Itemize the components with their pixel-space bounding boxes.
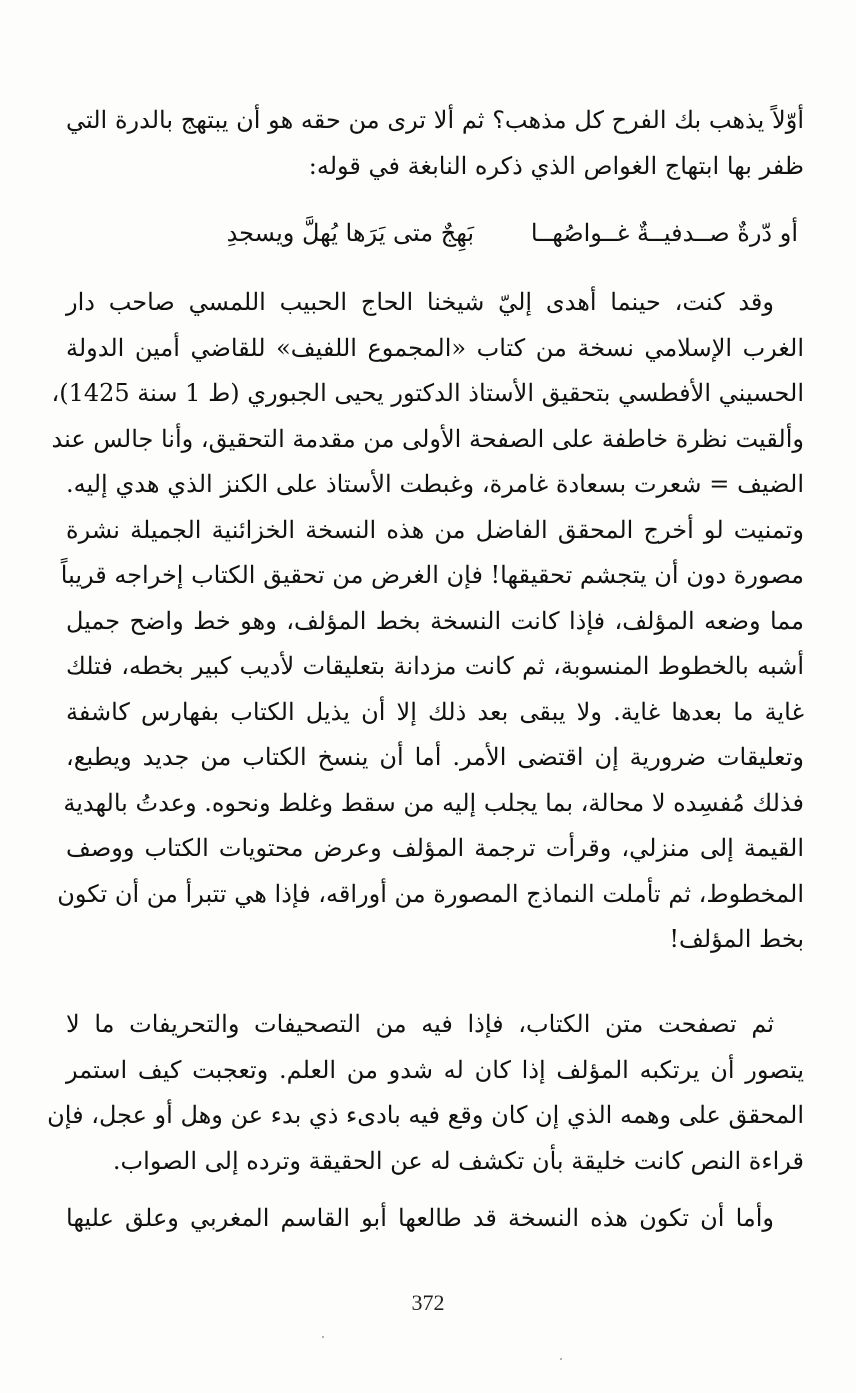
text-line: مصورة دون أن يتجشم تحقيقها! فإن الغرض من تحقيق الكتاب إخراجه قريباً xyxy=(60,561,804,589)
paragraph-intro xyxy=(66,98,804,189)
verse-second-hemistich: بَهِجٌ متى يَرَها يُهلَّ ويسجدِ xyxy=(226,219,474,247)
paragraph-three xyxy=(47,1002,804,1184)
text-line: بخط المؤلف! xyxy=(669,925,804,953)
text-line: ثم تصفحت متن الكتاب، فإذا فيه من التصحيفات والتحريفات ما لا xyxy=(66,1010,774,1038)
paragraph-two xyxy=(51,280,805,963)
text-line: وألقيت نظرة خاطفة على الصفحة الأولى من مقدمة التحقيق، وأنا جالس عند xyxy=(51,424,804,453)
text-line: يتصور أن يرتكبه المؤلف إذا كان له شدو من العلم. وتعجبت كيف استمر xyxy=(66,1055,804,1084)
text-line: غاية ما بعدها غاية. ولا يبقى بعد ذلك إلا أن يذيل الكتاب بفهارس كاشفة xyxy=(66,697,804,726)
text-line: المخطوط، ثم تأملت النماذج المصورة من أوراقه، فإذا هي تتبرأ من أن تكون xyxy=(57,879,804,908)
scan-speck xyxy=(322,1336,324,1338)
paragraph-four xyxy=(66,1196,804,1242)
verse-first-hemistich: أو دّرةٌ صــدفيــةٌ غــواصُهــا xyxy=(530,219,798,247)
text-line: وقد كنت، حينما أهدى إليّ شيخنا الحاج الحبيب اللمسي صاحب دار xyxy=(66,288,774,316)
scan-speck xyxy=(560,1358,562,1360)
text-line: وتمنيت لو أخرج المحقق الفاضل من هذه النسخة الخزائنية الجميلة نشرة xyxy=(66,515,804,544)
text-line: أشبه بالخطوط المنسوبة، ثم كانت مزدانة بتعليقات لأديب كبير بخطه، فتلك xyxy=(66,652,804,680)
text-line: القيمة إلى منزلي، وقرأت ترجمة المؤلف وعرض محتويات الكتاب ووصف xyxy=(66,834,804,862)
page-number: 372 xyxy=(411,1290,445,1315)
poetry-verse xyxy=(66,213,804,259)
text-line: وأما أن تكون هذه النسخة قد طالعها أبو القاسم المغربي وعلق عليها xyxy=(66,1204,774,1232)
text-line: الغرب الإسلامي نسخة من كتاب «المجموع اللفيف» للقاضي أمين الدولة xyxy=(66,333,804,362)
text-line: فذلك مُفسِده لا محالة، بما يجلب إليه من سقط وغلط ونحوه. وعدتُ بالهدية xyxy=(63,788,804,817)
text-line: مما وضعه المؤلف، فإذا كانت النسخة بخط المؤلف، وهو خط واضح جميل xyxy=(66,606,804,635)
text-line: قراءة النص كانت خليقة بأن تكشف له عن الحقيقة وترده إلى الصواب. xyxy=(112,1146,804,1175)
text-line: أوّلاً يذهب بك الفرح كل مذهب؟ ثم ألا ترى من حقه هو أن يبتهج بالدرة التي xyxy=(66,106,804,134)
text-line: ظفر بها ابتهاج الغواص الذي ذكره النابغة في قوله: xyxy=(308,151,804,180)
text-line: المحقق على وهمه الذي إن كان وقع فيه بادىء ذي بدء عن وهل أو عجل، فإن xyxy=(47,1101,804,1129)
text-line: وتعليقات ضرورية إن اقتضى الأمر. أما أن ينسخ الكتاب من جديد ويطبع، xyxy=(66,743,805,771)
text-line: الضيف = شعرت بسعادة غامرة، وغبطت الأستاذ على الكنز الذي هدي إليه. xyxy=(66,470,805,498)
text-line: الحسيني الأفطسي بتحقيق الأستاذ الدكتور يحيى الجبوري (ط 1 سنة 1425)، xyxy=(51,379,804,407)
